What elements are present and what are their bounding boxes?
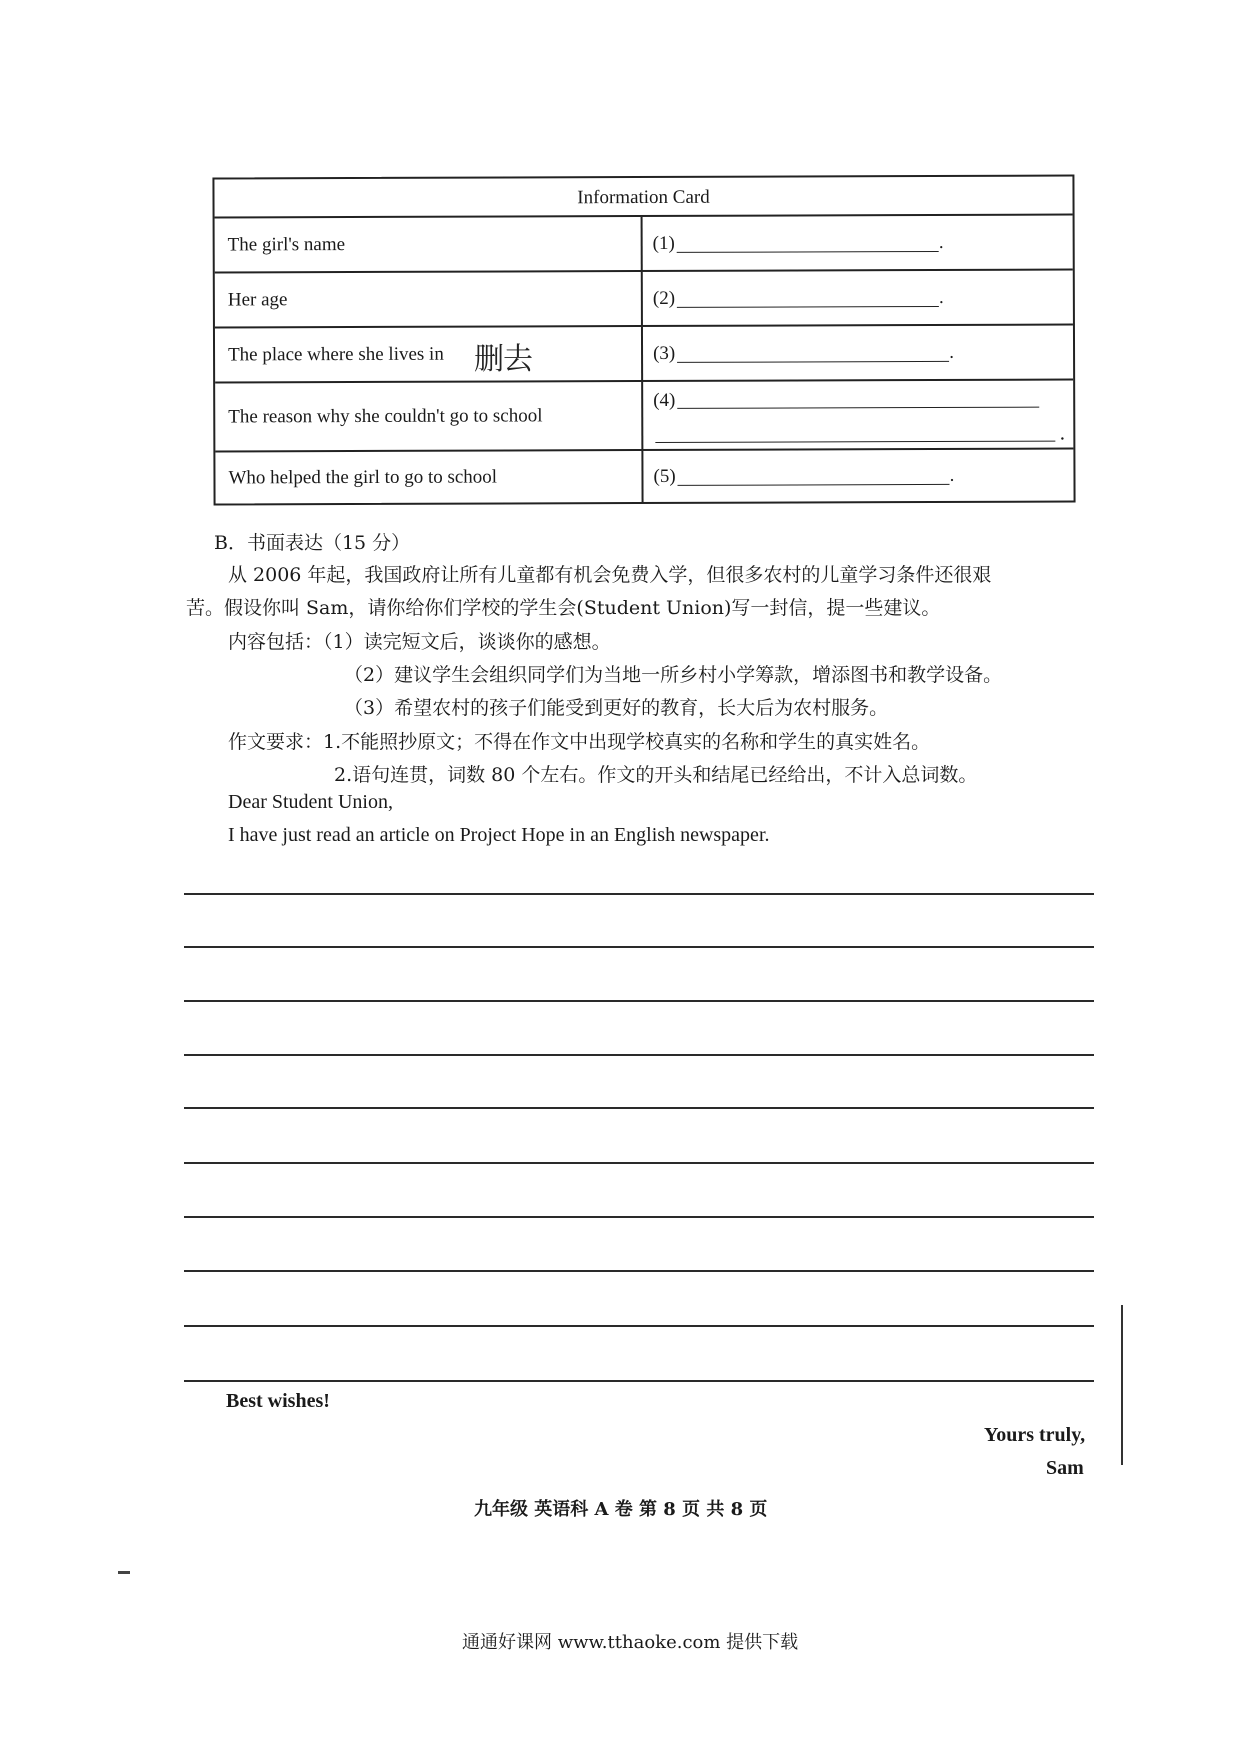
writing-line[interactable]: [184, 1380, 1094, 1382]
table-row: [215, 326, 1073, 384]
answer-number: (2): [652, 287, 676, 309]
writing-line[interactable]: [184, 1216, 1094, 1218]
content-item: （3）希望农村的孩子们能受到更好的教育，长大后为农村服务。: [344, 697, 889, 719]
letter-salutation: Dear Student Union,: [228, 791, 393, 813]
writing-line[interactable]: [184, 1107, 1094, 1109]
answer-blank-5[interactable]: (5) .: [653, 464, 955, 487]
answer-blank-2[interactable]: (2) .: [652, 286, 944, 309]
download-site-text: 通通好课网 www.tthaoke.com 提供下载: [462, 1632, 799, 1653]
requirement-item: 2.语句连贯，词数 80 个左右。作文的开头和结尾已经给出，不计入总词数。: [334, 764, 978, 786]
writing-line[interactable]: [184, 1325, 1094, 1327]
writing-line[interactable]: [184, 893, 1094, 895]
answer-number: (3): [653, 342, 676, 364]
writing-line[interactable]: [184, 1270, 1094, 1272]
answer-number: (5): [653, 465, 676, 487]
letter-sign-off: Yours truly,: [984, 1424, 1086, 1446]
letter-closing: Best wishes!: [226, 1390, 330, 1412]
table-row: [215, 450, 1073, 504]
handwritten-note: 删去: [474, 342, 532, 377]
answer-blank-1[interactable]: (1) .: [652, 231, 944, 254]
information-card-table: [212, 174, 1075, 505]
page-footer: 九年级 英语科 A 卷 第 8 页 共 8 页: [474, 1499, 768, 1520]
writing-line[interactable]: [184, 1054, 1094, 1056]
writing-line[interactable]: [184, 946, 1094, 948]
scan-speck: [118, 1571, 130, 1574]
letter-opening: I have just read an article on Project Hope in an English newspaper.: [228, 824, 770, 846]
intro-text: 苦。假设你叫 Sam，请你给你们学校的学生会(Student Union)写一封信，提一些建议。: [186, 597, 941, 619]
writing-line[interactable]: [184, 1000, 1094, 1002]
answer-blank-3[interactable]: (3) .: [653, 341, 954, 364]
letter-signature: Sam: [1046, 1457, 1084, 1479]
row-label: Who helped the girl to go to school: [228, 466, 498, 488]
content-item: 内容包括：（1）读完短文后，谈谈你的感想。: [228, 631, 611, 653]
section-heading: B．书面表达（15 分）: [214, 532, 411, 554]
row-label: Her age: [227, 288, 288, 310]
table-row: [215, 271, 1073, 329]
content-item: （2）建议学生会组织同学们为当地一所乡村小学筹款，增添图书和教学设备。: [344, 664, 1003, 686]
answer-number: (4): [653, 389, 676, 411]
answer-blank-4[interactable]: [653, 381, 1039, 457]
intro-text: 从 2006 年起，我国政府让所有儿童都有机会免费入学，但很多农村的儿童学习条件还很艰: [228, 564, 992, 586]
row-label: The girl's name: [227, 233, 346, 255]
table-row: The reason why she couldn't go to school (4) .: [215, 381, 1073, 453]
requirement-item: 作文要求：1.不能照抄原文；不得在作文中出现学校真实的名称和学生的真实姓名。: [228, 731, 931, 753]
row-label: The reason why she couldn't go to school: [228, 404, 543, 427]
margin-mark: [1121, 1305, 1123, 1465]
information-card-title: Information Card: [214, 177, 1072, 219]
writing-line[interactable]: [184, 1162, 1094, 1164]
table-row: [215, 216, 1073, 274]
row-label: The place where she lives in: [228, 343, 444, 365]
answer-number: (1): [652, 232, 675, 254]
